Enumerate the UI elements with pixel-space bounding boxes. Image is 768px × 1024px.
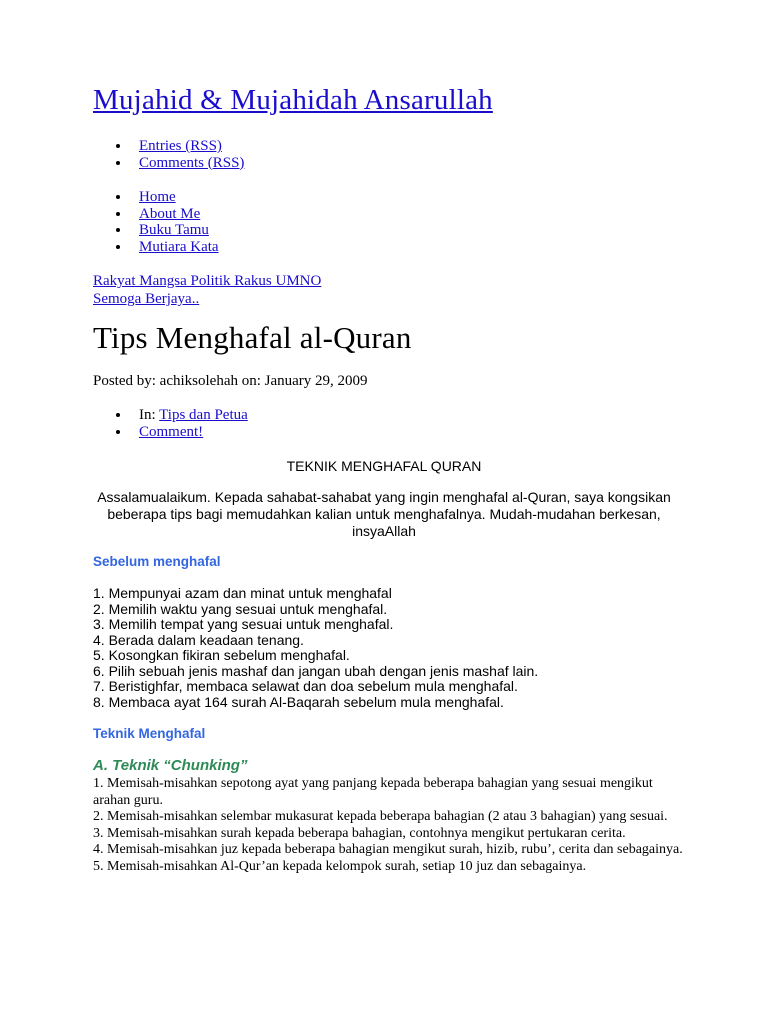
feed-item: [93, 155, 244, 172]
nav-item: [93, 239, 219, 256]
nav-link-mutiara-kata[interactable]: Mutiara Kata: [139, 238, 219, 255]
list-item: 3. Memisah-misahkan surah kepada beberapa bahagian, contohnya mengikut pertukaran cerita.: [93, 825, 626, 841]
nav-link-home[interactable]: Home: [139, 189, 176, 205]
comment-item: [93, 424, 248, 441]
comments-rss-link[interactable]: Comments (RSS): [139, 154, 245, 171]
list-item: 4. Memisah-misahkan juz kepada beberapa bahagian mengikut surah, hizib, rubu’, cerita dan sebagainya.: [93, 842, 683, 858]
site-title[interactable]: [93, 84, 493, 117]
feed-links: [93, 138, 244, 171]
list-item: 8. Membaca ayat 164 surah Al-Baqarah sebelum mula menghafal.: [93, 693, 504, 710]
main-nav: [93, 189, 219, 255]
list-item: 5. Memisah-misahkan Al-Qur’an kepada kelompok surah, setiap 10 juz dan sebagainya.: [93, 858, 587, 874]
category-link[interactable]: Tips dan Petua: [159, 407, 248, 423]
list-item: 7. Beristighfar, membaca selawat dan doa sebelum mula menghafal.: [93, 678, 518, 694]
list-item: 5. Kosongkan fikiran sebelum menghafal.: [93, 647, 350, 663]
category-label: In:: [139, 407, 160, 423]
nav-link-buku-tamu[interactable]: Buku Tamu: [139, 222, 209, 239]
nav-item: [93, 189, 219, 206]
feed-item: [93, 138, 244, 155]
list-item: 3. Memilih tempat yang sesuai untuk menghafal.: [93, 616, 394, 632]
chunking-list: [93, 776, 683, 876]
promo-links: [93, 272, 321, 308]
list-item: 1. Mempunyai azam dan minat untuk menghafal: [93, 585, 392, 601]
nav-item: [93, 222, 219, 239]
technique-a-heading: A. Teknik “Chunking”: [93, 757, 248, 774]
post-title: Tips Menghafal al-Quran: [93, 320, 412, 355]
nav-item: [93, 206, 219, 223]
entries-rss-link[interactable]: Entries (RSS): [139, 138, 222, 154]
article-heading: TEKNIK MENGHAFAL QURAN: [286, 458, 482, 474]
list-item: 6. Pilih sebuah jenis mashaf dan jangan ubah dengan jenis mashaf lain.: [93, 662, 539, 679]
post-meta-list: [93, 407, 248, 440]
section-heading-before: Sebelum menghafal: [93, 554, 221, 569]
promo-link-umno[interactable]: Rakyat Mangsa Politik Rakus UMNO: [93, 273, 322, 289]
nav-link-about-me[interactable]: About Me: [139, 205, 201, 222]
category-item: [93, 407, 248, 424]
list-item: 1. Memisah-misahkan sepotong ayat yang panjang kepada beberapa bahagian yang sesuai mengikut arahan guru.: [93, 776, 653, 808]
post-meta: Posted by: achiksolehah on: January 29, 2009: [93, 373, 368, 389]
comment-link[interactable]: Comment!: [139, 423, 204, 440]
list-item: 2. Memilih waktu yang sesuai untuk menghafal.: [93, 600, 388, 617]
promo-link-semoga[interactable]: Semoga Berjaya..: [93, 291, 200, 307]
article-intro: Assalamualaikum. Kepada sahabat-sahabat yang ingin menghafal al-Quran, saya kongsikan beberapa tips bagi memudahkan kalian untuk menghafalnya. Mudah-mudahan berkesan, insyaAllah: [97, 489, 671, 539]
site-title-link[interactable]: Mujahid & Mujahidah Ansarullah: [93, 84, 493, 116]
before-list: [93, 586, 538, 710]
section-heading-technique: Teknik Menghafal: [93, 726, 206, 741]
list-item: 4. Berada dalam keadaan tenang.: [93, 631, 304, 648]
list-item: 2. Memisah-misahkan selembar mukasurat kepada beberapa bahagian (2 atau 3 bahagian) yang sesuai.: [93, 809, 668, 825]
